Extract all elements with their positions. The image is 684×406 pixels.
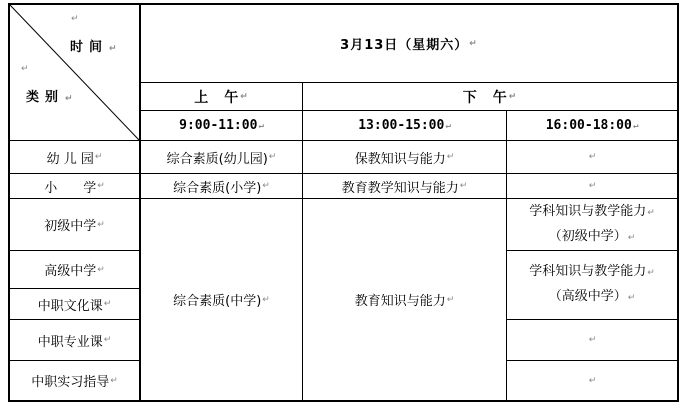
row-label-vocational-major: 中职专业课 ↵ [37, 334, 112, 350]
corner-time-label: 时间↵ [70, 40, 123, 55]
primary-subject-3-empty: ↵ [588, 181, 597, 191]
kindergarten-subject-2: 保教知识与能力 ↵ [354, 151, 455, 167]
middle-school-subject-2: 教育知识与能力 ↵ [354, 294, 455, 309]
paragraph-mark: ↵ [21, 64, 29, 74]
date-header: 3月13日（星期六） ↵ [340, 38, 478, 53]
time-slot-1: 9:00-11:00 ↵ [179, 118, 264, 133]
row-label-kindergarten: 幼 儿 园 ↵ [46, 151, 103, 167]
vocational-major-subject-3-empty: ↵ [588, 335, 597, 345]
primary-subject-2: 教育教学知识与能力 ↵ [341, 180, 468, 196]
senior-subject-3: 学科知识与教学能力↵ （高级中学）↵ [529, 264, 655, 304]
row-label-junior-middle: 初级中学 ↵ [44, 219, 105, 234]
primary-subject-1: 综合素质(小学) ↵ [173, 180, 270, 196]
kindergarten-subject-1: 综合素质(幼儿园) ↵ [166, 151, 277, 167]
junior-subject-3: 学科知识与教学能力↵ （初级中学）↵ [529, 203, 655, 244]
vocational-internship-subject-3-empty: ↵ [588, 375, 597, 386]
paragraph-mark: ↵ [71, 14, 79, 24]
row-label-senior-middle: 高级中学 ↵ [44, 264, 105, 279]
row-label-vocational-internship: 中职实习指导 ↵ [31, 375, 118, 390]
row-label-primary: 小 学 ↵ [44, 180, 105, 196]
time-slot-3: 16:00-18:00 ↵ [545, 118, 639, 133]
time-slot-2: 13:00-15:00 ↵ [358, 118, 451, 133]
corner-category-label: 类别↵ [26, 90, 79, 105]
middle-school-subject-1: 综合素质(中学) ↵ [173, 294, 270, 309]
kindergarten-subject-3-empty: ↵ [588, 152, 597, 162]
row-label-vocational-culture: 中职文化课 ↵ [37, 298, 112, 314]
afternoon-header: 下 午 ↵ [462, 89, 518, 106]
morning-header: 上 午 ↵ [194, 89, 249, 106]
